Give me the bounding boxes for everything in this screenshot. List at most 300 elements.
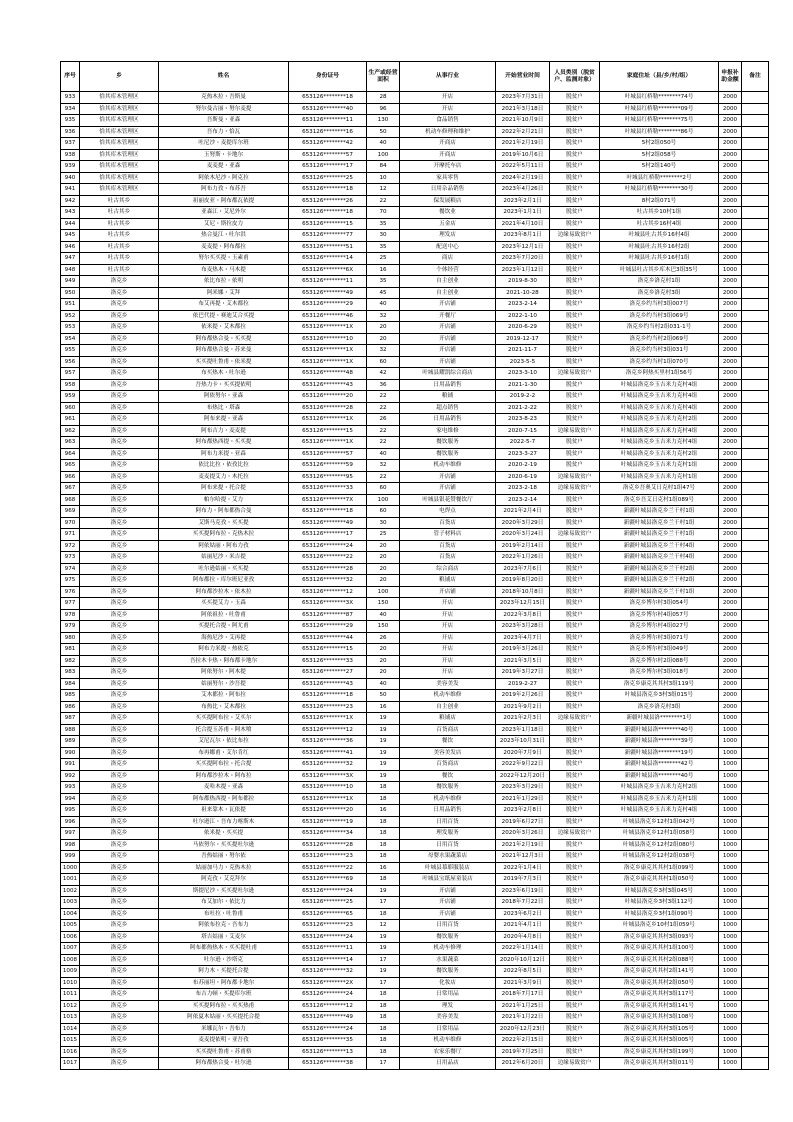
cell-township: 洛克乡 bbox=[80, 287, 159, 299]
cell-address: 叶城县洛克乡12村1组042号 bbox=[600, 816, 719, 828]
cell-area: 16 bbox=[367, 701, 400, 713]
cell-name: 阿依布拉克・吾布力 bbox=[159, 920, 289, 932]
cell-township: 洛克乡 bbox=[80, 345, 159, 357]
header-category: 人员类别（脱贫户、监测对象） bbox=[550, 62, 600, 92]
cell-name: 阿依夏木姑丽・买买提托合提 bbox=[159, 1012, 289, 1024]
cell-address: 叶城县洛克乡3村3组112号 bbox=[600, 897, 719, 909]
table-row bbox=[61, 483, 769, 495]
cell-index: 979 bbox=[61, 621, 80, 633]
cell-township: 洛克乡 bbox=[80, 299, 159, 311]
cell-amount: 2000 bbox=[719, 598, 742, 610]
cell-industry: 机动车维修 bbox=[400, 690, 496, 702]
table-row bbox=[61, 115, 769, 127]
cell-category: 脱贫户 bbox=[550, 805, 600, 817]
cell-notes bbox=[742, 1058, 769, 1070]
table-row bbox=[61, 885, 769, 897]
table-row bbox=[61, 517, 769, 529]
cell-area: 40 bbox=[367, 138, 400, 150]
cell-area: 35 bbox=[367, 241, 400, 253]
cell-name: 依米提・艾木都拉 bbox=[159, 322, 289, 334]
table-row bbox=[61, 540, 769, 552]
cell-index: 1005 bbox=[61, 920, 80, 932]
cell-amount: 2000 bbox=[719, 471, 742, 483]
cell-area: 40 bbox=[367, 299, 400, 311]
cell-township: 吐古其乡 bbox=[80, 230, 159, 242]
cell-area: 22 bbox=[367, 471, 400, 483]
cell-address: 洛克乡康克其其村3组011号 bbox=[600, 1058, 719, 1070]
cell-id-number: 653126********35 bbox=[289, 1035, 367, 1047]
cell-id-number: 653126********1X bbox=[289, 356, 367, 368]
cell-start-date: 2019年3月27日 bbox=[496, 667, 550, 679]
cell-amount: 2000 bbox=[719, 460, 742, 472]
cell-start-date: 2022年9月22日 bbox=[496, 759, 550, 771]
cell-area: 60 bbox=[367, 483, 400, 495]
cell-amount: 1000 bbox=[719, 954, 742, 966]
cell-start-date: 2021年2月4日 bbox=[496, 506, 550, 518]
cell-start-date: 2020-7-15 bbox=[496, 425, 550, 437]
cell-address: 叶城县红桥勒********30号 bbox=[600, 184, 719, 196]
cell-amount: 2000 bbox=[719, 230, 742, 242]
cell-name: 克热木拉・吾斯曼 bbox=[159, 92, 289, 104]
cell-notes bbox=[742, 172, 769, 184]
cell-amount: 2000 bbox=[719, 218, 742, 230]
table-row bbox=[61, 609, 769, 621]
cell-index: 988 bbox=[61, 724, 80, 736]
cell-area: 20 bbox=[367, 575, 400, 587]
cell-start-date: 2018年7月22日 bbox=[496, 897, 550, 909]
cell-amount: 2000 bbox=[719, 391, 742, 403]
cell-industry: 机动车维修 bbox=[400, 1035, 496, 1047]
cell-area: 130 bbox=[367, 115, 400, 127]
cell-index: 953 bbox=[61, 322, 80, 334]
cell-category: 脱贫户 bbox=[550, 172, 600, 184]
cell-amount: 2000 bbox=[719, 529, 742, 541]
cell-index: 982 bbox=[61, 655, 80, 667]
cell-category: 脱贫户 bbox=[550, 184, 600, 196]
table-row bbox=[61, 172, 769, 184]
cell-id-number: 653126********29 bbox=[289, 299, 367, 311]
cell-area: 16 bbox=[367, 805, 400, 817]
cell-notes bbox=[742, 149, 769, 161]
cell-notes bbox=[742, 690, 769, 702]
cell-start-date: 2020-6-19 bbox=[496, 471, 550, 483]
cell-category: 脱贫户 bbox=[550, 839, 600, 851]
cell-amount: 1000 bbox=[719, 770, 742, 782]
cell-index: 1014 bbox=[61, 1023, 80, 1035]
cell-notes bbox=[742, 724, 769, 736]
cell-id-number: 653126********22 bbox=[289, 552, 367, 564]
cell-industry: 个体经营 bbox=[400, 264, 496, 276]
cell-start-date: 2023年1月1日 bbox=[496, 207, 550, 219]
table-row bbox=[61, 667, 769, 679]
table-row bbox=[61, 575, 769, 587]
cell-name: 吾斯曼・亚森 bbox=[159, 115, 289, 127]
cell-id-number: 653126********24 bbox=[289, 989, 367, 1001]
cell-notes bbox=[742, 425, 769, 437]
cell-name: 依米提・买买提 bbox=[159, 828, 289, 840]
cell-industry: 开店 bbox=[400, 667, 496, 679]
cell-address: 叶城县洛克乡玉吉米力克村1组 bbox=[600, 471, 719, 483]
cell-index: 991 bbox=[61, 759, 80, 771]
cell-name: 吐尔逊江・吾布力喀斯木 bbox=[159, 816, 289, 828]
cell-start-date: 2020年3月26日 bbox=[496, 828, 550, 840]
table-row bbox=[61, 747, 769, 759]
cell-address: 洛克乡康克其其村3组005号 bbox=[600, 1035, 719, 1047]
cell-area: 28 bbox=[367, 92, 400, 104]
cell-township: 洛克乡 bbox=[80, 874, 159, 886]
cell-township: 洛克乡 bbox=[80, 989, 159, 1001]
cell-notes bbox=[742, 747, 769, 759]
cell-category: 脱贫户 bbox=[550, 448, 600, 460]
cell-industry: 开店 bbox=[400, 644, 496, 656]
cell-category: 脱贫户 bbox=[550, 391, 600, 403]
cell-index: 942 bbox=[61, 195, 80, 207]
cell-address: 洛克乡康克其其村3组108号 bbox=[600, 1012, 719, 1024]
cell-notes bbox=[742, 701, 769, 713]
cell-amount: 2000 bbox=[719, 276, 742, 288]
cell-category: 脱贫户 bbox=[550, 966, 600, 978]
cell-index: 998 bbox=[61, 839, 80, 851]
cell-notes bbox=[742, 908, 769, 920]
cell-notes bbox=[742, 448, 769, 460]
cell-industry: 叶城县银花赞餐饮厅 bbox=[400, 494, 496, 506]
cell-amount: 1000 bbox=[719, 724, 742, 736]
cell-address: 叶城县洛克乡玉吉米力克村2组 bbox=[600, 782, 719, 794]
cell-category: 脱贫户 bbox=[550, 437, 600, 449]
cell-industry: 化妆店 bbox=[400, 977, 496, 989]
cell-industry: 百货商店 bbox=[400, 724, 496, 736]
cell-area: 30 bbox=[367, 517, 400, 529]
cell-name: 阿布力米提・热依克 bbox=[159, 644, 289, 656]
cell-address: 洛克乡康克其其村3组119号 bbox=[600, 678, 719, 690]
header-area: 生产或经营面积 bbox=[367, 62, 400, 92]
cell-area: 50 bbox=[367, 690, 400, 702]
cell-notes bbox=[742, 552, 769, 564]
cell-township: 洛克乡 bbox=[80, 333, 159, 345]
cell-amount: 2000 bbox=[719, 310, 742, 322]
cell-index: 936 bbox=[61, 126, 80, 138]
cell-name: 祖来靠木・瓦依提 bbox=[159, 805, 289, 817]
cell-category: 脱贫户 bbox=[550, 908, 600, 920]
table-row bbox=[61, 552, 769, 564]
cell-id-number: 653126********24 bbox=[289, 1023, 367, 1035]
cell-category: 脱贫户 bbox=[550, 494, 600, 506]
cell-industry: 理发 bbox=[400, 1000, 496, 1012]
cell-name: 阿米娜・艾拜 bbox=[159, 287, 289, 299]
cell-amount: 1000 bbox=[719, 862, 742, 874]
cell-area: 12 bbox=[367, 920, 400, 932]
cell-name: 阿布都热合曼・买买提 bbox=[159, 333, 289, 345]
table-row bbox=[61, 391, 769, 403]
cell-address: 叶城县洛克乡玉吉米力克村4组 bbox=[600, 391, 719, 403]
cell-name: 阿布来提・亚森 bbox=[159, 414, 289, 426]
cell-township: 洛克乡 bbox=[80, 276, 159, 288]
cell-industry: 开店 bbox=[400, 621, 496, 633]
cell-industry: 餐饮业 bbox=[400, 207, 496, 219]
cell-id-number: 653126********69 bbox=[289, 874, 367, 886]
cell-category: 脱贫户 bbox=[550, 563, 600, 575]
cell-name: 阿依努尔・亚森 bbox=[159, 391, 289, 403]
cell-amount: 2000 bbox=[719, 184, 742, 196]
cell-notes bbox=[742, 310, 769, 322]
cell-township: 洛克乡 bbox=[80, 517, 159, 529]
cell-start-date: 2023-2-14 bbox=[496, 299, 550, 311]
cell-start-date: 2019-2-27 bbox=[496, 678, 550, 690]
cell-address: 叶城县洛克乡3村3组045号 bbox=[600, 885, 719, 897]
cell-category: 脱贫户 bbox=[550, 253, 600, 265]
table-row bbox=[61, 126, 769, 138]
cell-category: 脱贫户 bbox=[550, 540, 600, 552]
cell-id-number: 653126********32 bbox=[289, 966, 367, 978]
cell-name: 买买提阿布拉・艾买尔 bbox=[159, 713, 289, 725]
cell-township: 洛克乡 bbox=[80, 1023, 159, 1035]
header-township: 乡 bbox=[80, 62, 159, 92]
cell-index: 947 bbox=[61, 253, 80, 265]
table-row bbox=[61, 828, 769, 840]
cell-name: 斯提尼沙・买买提吐尔逊 bbox=[159, 885, 289, 897]
cell-amount: 2000 bbox=[719, 253, 742, 265]
cell-index: 954 bbox=[61, 333, 80, 345]
cell-start-date: 2022年1月14日 bbox=[496, 943, 550, 955]
cell-category: 脱贫户 bbox=[550, 1012, 600, 1024]
cell-category: 脱贫户 bbox=[550, 506, 600, 518]
cell-start-date: 2019年3月26日 bbox=[496, 644, 550, 656]
cell-area: 19 bbox=[367, 759, 400, 771]
cell-category: 脱贫户 bbox=[550, 517, 600, 529]
cell-notes bbox=[742, 943, 769, 955]
cell-index: 978 bbox=[61, 609, 80, 621]
table-row bbox=[61, 1035, 769, 1047]
cell-index: 995 bbox=[61, 805, 80, 817]
cell-amount: 2000 bbox=[719, 621, 742, 633]
cell-industry: 母婴水果蔬菜店 bbox=[400, 851, 496, 863]
cell-id-number: 653126********12 bbox=[289, 1000, 367, 1012]
cell-township: 洛克乡 bbox=[80, 1012, 159, 1024]
table-row bbox=[61, 897, 769, 909]
cell-address: 洛克乡洛克村3组 bbox=[600, 701, 719, 713]
cell-index: 1012 bbox=[61, 1000, 80, 1012]
cell-name: 买买提阿布拉・托合提 bbox=[159, 759, 289, 771]
cell-address: 新疆叶城县洛克乡兰干村4组 bbox=[600, 540, 719, 552]
cell-id-number: 653126********1X bbox=[289, 713, 367, 725]
table-row bbox=[61, 1058, 769, 1070]
table-row bbox=[61, 931, 769, 943]
table-row bbox=[61, 632, 769, 644]
cell-industry: 粮铺店 bbox=[400, 575, 496, 587]
cell-area: 22 bbox=[367, 391, 400, 403]
cell-notes bbox=[742, 241, 769, 253]
cell-index: 961 bbox=[61, 414, 80, 426]
cell-category: 脱贫户 bbox=[550, 885, 600, 897]
cell-address: 新疆叶城县洛********40号 bbox=[600, 724, 719, 736]
cell-area: 22 bbox=[367, 195, 400, 207]
cell-category: 脱贫户 bbox=[550, 241, 600, 253]
table-row bbox=[61, 276, 769, 288]
cell-id-number: 653126********19 bbox=[289, 816, 367, 828]
cell-start-date: 2023年2月8日 bbox=[496, 805, 550, 817]
cell-index: 1004 bbox=[61, 908, 80, 920]
cell-notes bbox=[742, 655, 769, 667]
cell-amount: 2000 bbox=[719, 609, 742, 621]
table-row bbox=[61, 1012, 769, 1024]
cell-area: 22 bbox=[367, 402, 400, 414]
cell-id-number: 653126********22 bbox=[289, 862, 367, 874]
cell-index: 993 bbox=[61, 782, 80, 794]
cell-name: 布艾再提・艾木都拉 bbox=[159, 299, 289, 311]
table-row bbox=[61, 379, 769, 391]
cell-address: 新疆叶城县洛克乡兰干村1组 bbox=[600, 529, 719, 541]
cell-id-number: 653126********24 bbox=[289, 885, 367, 897]
cell-start-date: 2023年7月31日 bbox=[496, 92, 550, 104]
cell-amount: 1000 bbox=[719, 920, 742, 932]
cell-category: 脱贫户 bbox=[550, 138, 600, 150]
cell-category: 脱贫户 bbox=[550, 655, 600, 667]
cell-name: 买提托合提・阿尤甫 bbox=[159, 621, 289, 633]
table-row bbox=[61, 437, 769, 449]
cell-address: 洛克乡约当村3组069号 bbox=[600, 310, 719, 322]
cell-category: 脱贫户 bbox=[550, 690, 600, 702]
cell-index: 943 bbox=[61, 207, 80, 219]
cell-notes bbox=[742, 1023, 769, 1035]
cell-area: 16 bbox=[367, 264, 400, 276]
cell-industry: 日用杂品销售 bbox=[400, 184, 496, 196]
cell-township: 恰其库木管理区 bbox=[80, 138, 159, 150]
cell-category: 脱贫户 bbox=[550, 1046, 600, 1058]
table-header-row bbox=[61, 62, 769, 92]
cell-start-date: 2023-3-27 bbox=[496, 448, 550, 460]
cell-index: 965 bbox=[61, 460, 80, 472]
cell-id-number: 653126********1X bbox=[289, 322, 367, 334]
cell-address: 叶城县吐古其乡16村2组 bbox=[600, 241, 719, 253]
cell-area: 84 bbox=[367, 161, 400, 173]
cell-area: 18 bbox=[367, 828, 400, 840]
cell-area: 20 bbox=[367, 333, 400, 345]
cell-township: 洛克乡 bbox=[80, 977, 159, 989]
cell-industry: 美容美发 bbox=[400, 1012, 496, 1024]
cell-area: 40 bbox=[367, 448, 400, 460]
table-row bbox=[61, 494, 769, 506]
cell-township: 洛克乡 bbox=[80, 506, 159, 518]
cell-area: 17 bbox=[367, 954, 400, 966]
cell-notes bbox=[742, 402, 769, 414]
cell-area: 40 bbox=[367, 609, 400, 621]
cell-index: 997 bbox=[61, 828, 80, 840]
cell-category: 边缘易致贫户 bbox=[550, 230, 600, 242]
cell-area: 42 bbox=[367, 368, 400, 380]
cell-start-date: 2021年12月3日 bbox=[496, 851, 550, 863]
table-row bbox=[61, 402, 769, 414]
cell-area: 18 bbox=[367, 989, 400, 1001]
cell-name: 布吐拉・吐鲁甫 bbox=[159, 908, 289, 920]
cell-industry: 日用百货 bbox=[400, 920, 496, 932]
table-row bbox=[61, 1000, 769, 1012]
cell-id-number: 653126********42 bbox=[289, 138, 367, 150]
cell-address: 洛克乡约当村2组031-1号 bbox=[600, 322, 719, 334]
cell-industry: 电焊点 bbox=[400, 506, 496, 518]
cell-notes bbox=[742, 897, 769, 909]
cell-area: 35 bbox=[367, 276, 400, 288]
cell-township: 洛克乡 bbox=[80, 448, 159, 460]
cell-industry: 餐饮服务 bbox=[400, 437, 496, 449]
cell-start-date: 2020年3月24日 bbox=[496, 529, 550, 541]
cell-index: 986 bbox=[61, 701, 80, 713]
cell-start-date: 2023-2-14 bbox=[496, 494, 550, 506]
cell-start-date: 2019-2-2 bbox=[496, 391, 550, 403]
cell-industry: 粮铺店 bbox=[400, 713, 496, 725]
cell-area: 35 bbox=[367, 218, 400, 230]
table-row bbox=[61, 368, 769, 380]
cell-id-number: 653126********49 bbox=[289, 287, 367, 299]
cell-area: 70 bbox=[367, 207, 400, 219]
table-row bbox=[61, 598, 769, 610]
cell-address: 叶城县红桥勒********86号 bbox=[600, 126, 719, 138]
cell-address: 新疆叶城县洛********39号 bbox=[600, 736, 719, 748]
table-row bbox=[61, 345, 769, 357]
cell-industry: 日常用品 bbox=[400, 989, 496, 1001]
cell-name: 塔吉姑丽・艾麦尔 bbox=[159, 931, 289, 943]
cell-category: 边缘易致贫户 bbox=[550, 828, 600, 840]
cell-start-date: 2023年8月1日 bbox=[496, 230, 550, 242]
cell-notes bbox=[742, 494, 769, 506]
cell-name: 阿依祖拉・吐鲁甫 bbox=[159, 609, 289, 621]
cell-index: 994 bbox=[61, 793, 80, 805]
cell-id-number: 653126********17 bbox=[289, 161, 367, 173]
cell-start-date: 2019年6月27日 bbox=[496, 816, 550, 828]
cell-start-date: 2019年7月25日 bbox=[496, 1046, 550, 1058]
cell-index: 1003 bbox=[61, 897, 80, 909]
cell-name: 姑丽尼沙・米吉提 bbox=[159, 552, 289, 564]
cell-start-date: 2023年4月7日 bbox=[496, 632, 550, 644]
cell-industry: 开店铺 bbox=[400, 908, 496, 920]
cell-township: 洛克乡 bbox=[80, 414, 159, 426]
cell-id-number: 653126********6X bbox=[289, 264, 367, 276]
cell-address: 叶城县洛克乡玉吉米力克村2组 bbox=[600, 414, 719, 426]
cell-id-number: 653126********27 bbox=[289, 667, 367, 679]
cell-township: 洛克乡 bbox=[80, 828, 159, 840]
cell-amount: 1000 bbox=[719, 759, 742, 771]
cell-township: 洛克乡 bbox=[80, 839, 159, 851]
cell-amount: 2000 bbox=[719, 563, 742, 575]
cell-area: 18 bbox=[367, 874, 400, 886]
cell-amount: 1000 bbox=[719, 943, 742, 955]
cell-industry: 开店 bbox=[400, 92, 496, 104]
cell-category: 脱贫户 bbox=[550, 149, 600, 161]
cell-notes bbox=[742, 207, 769, 219]
cell-start-date: 2021-10-28 bbox=[496, 287, 550, 299]
cell-index: 938 bbox=[61, 149, 80, 161]
cell-township: 吐古其乡 bbox=[80, 264, 159, 276]
table-row bbox=[61, 920, 769, 932]
cell-amount: 2000 bbox=[719, 287, 742, 299]
cell-name: 吐尼沙・麦提库尔班 bbox=[159, 138, 289, 150]
cell-address: 新疆叶城县洛克乡兰干村2组 bbox=[600, 563, 719, 575]
cell-start-date: 2021年3月18日 bbox=[496, 103, 550, 115]
cell-township: 洛克乡 bbox=[80, 954, 159, 966]
cell-area: 50 bbox=[367, 126, 400, 138]
cell-start-date: 2023年3月29日 bbox=[496, 782, 550, 794]
cell-start-date: 2022年3月8日 bbox=[496, 609, 550, 621]
cell-notes bbox=[742, 839, 769, 851]
cell-address: 叶城县洛克乡玉吉米力克村4组 bbox=[600, 805, 719, 817]
cell-notes bbox=[742, 1000, 769, 1012]
table-row bbox=[61, 264, 769, 276]
cell-id-number: 653126********41 bbox=[289, 747, 367, 759]
cell-index: 1002 bbox=[61, 885, 80, 897]
cell-township: 洛克乡 bbox=[80, 966, 159, 978]
cell-notes bbox=[742, 885, 769, 897]
cell-notes bbox=[742, 126, 769, 138]
cell-name: 阿力木・买提托合提 bbox=[159, 966, 289, 978]
